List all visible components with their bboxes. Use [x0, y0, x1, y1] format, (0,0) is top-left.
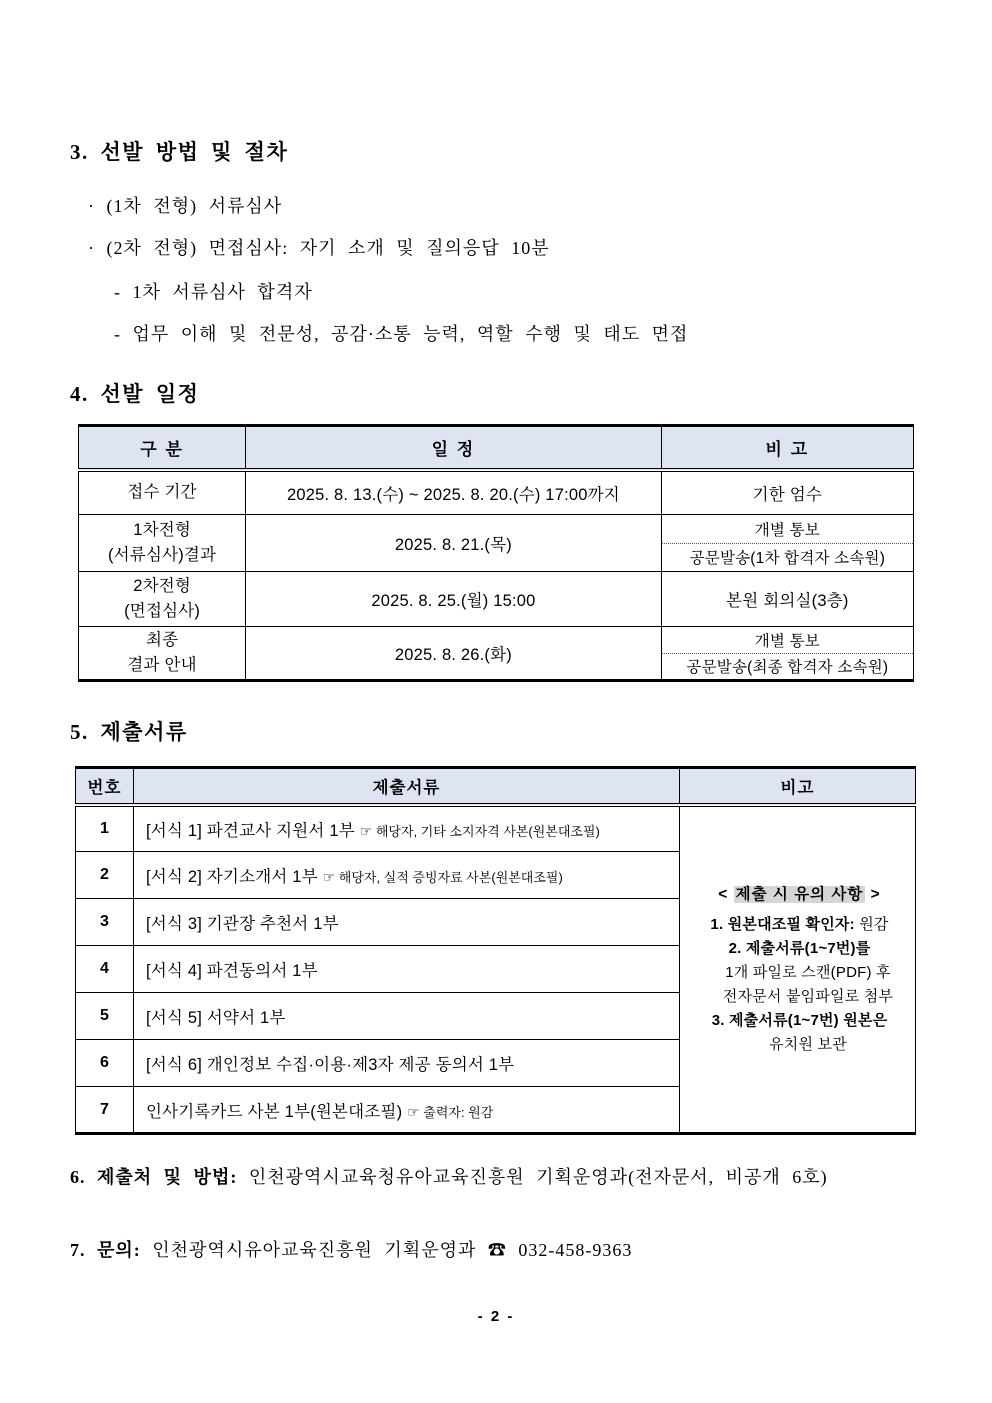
section-7-line [70, 1236, 632, 1262]
remark-heading-text: 제출 시 유의 사항 [735, 885, 864, 903]
section-6-label: 6. 제출처 및 방법: [70, 1167, 238, 1187]
bracket-close: > [870, 885, 881, 903]
remark-item-text: 원감 [859, 915, 889, 933]
document-text: 인사기록카드 사본 1부(원본대조필) [146, 1102, 403, 1121]
cell-document [134, 852, 680, 899]
cell-number: 4 [76, 946, 134, 993]
cell-date: 2025. 8. 26.(화) [246, 627, 661, 681]
remark-item-line: 유치원 보관 [769, 1035, 847, 1053]
documents-col-header-no: 번호 [76, 768, 134, 805]
method-subitem-1: - 1차 서류심사 합격자 [114, 282, 313, 302]
page-number: - 2 - [477, 1308, 515, 1325]
section-3-title: 3. 선발 방법 및 절차 [70, 140, 289, 164]
bracket-open: < [718, 885, 729, 903]
category-line: 접수 기간 [127, 483, 197, 502]
section-4-title: 4. 선발 일정 [70, 382, 200, 406]
cell-number: 6 [76, 1040, 134, 1087]
cell-date: 2025. 8. 13.(수) ~ 2025. 8. 20.(수) 17:00까지 [246, 470, 661, 515]
remark-item-line: 전자문서 붙임파일로 첨부 [722, 987, 894, 1005]
document-text: [서식 1] 파견교사 지원서 1부 [146, 821, 355, 840]
document-subnote: 해당자, 기타 소지자격 사본(원본대조필) [375, 823, 600, 839]
cell-number: 3 [76, 899, 134, 946]
cell-date: 2025. 8. 21.(목) [246, 515, 661, 572]
method-item-1: · (1차 전형) 서류심사 [88, 196, 283, 216]
cell-document [134, 1087, 680, 1134]
document-subnote: 해당자, 실적 증빙자료 사본(원본대조필) [338, 870, 563, 885]
cell-number: 5 [76, 993, 134, 1040]
category-line: 2차전형 [133, 577, 191, 596]
remark-item-number: 3. [711, 1011, 725, 1029]
category-line: 최종 [145, 631, 179, 650]
cell-document [134, 946, 680, 993]
category-line: (면접심사) [124, 602, 201, 620]
pointing-hand-icon: ☞ [407, 1103, 420, 1120]
cell-number: 2 [76, 852, 134, 899]
cell-note: 본원 회의실(3층) [661, 572, 913, 627]
documents-table [75, 766, 916, 1135]
remark-item [690, 913, 909, 937]
section-6-line [70, 1163, 828, 1189]
remark-item [690, 937, 909, 961]
note-top: 개별 통보 [662, 627, 913, 654]
cell-number: 1 [76, 805, 134, 852]
document-text: [서식 6] 개인정보 수집·이용·제3자 제공 동의서 1부 [146, 1056, 515, 1074]
cell-note [661, 515, 913, 572]
schedule-col-header-date: 일 정 [246, 426, 661, 470]
cell-document [134, 1040, 680, 1087]
remark-item-bold: 제출서류(1~7번)를 [745, 939, 871, 957]
table-row [79, 470, 914, 515]
section-6-text: 인천광역시교육청유아교육진흥원 기획운영과(전자문서, 비공개 6호) [248, 1167, 828, 1187]
remark-heading [690, 882, 909, 904]
remark-item-number: 2. [728, 939, 742, 957]
method-subitem-2: - 업무 이해 및 전문성, 공감·소통 능력, 역할 수행 및 태도 면접 [114, 324, 689, 344]
documents-col-header-doc: 제출서류 [134, 768, 680, 805]
category-line: 결과 안내 [127, 656, 197, 674]
document-text: [서식 4] 파견동의서 1부 [146, 962, 318, 980]
section-5-title: 5. 제출서류 [70, 720, 188, 744]
telephone-icon: ☎ [487, 1240, 507, 1260]
table-row [76, 805, 916, 852]
remark-item-bold: 원본대조필 확인자: [727, 915, 855, 933]
table-row [79, 515, 914, 572]
schedule-table [78, 424, 914, 682]
cell-note [661, 627, 913, 681]
document-subnote: 출력자: 원감 [423, 1104, 494, 1120]
note-bottom: 공문발송(최종 합격자 소속원) [686, 659, 889, 677]
cell-document [134, 993, 680, 1040]
remark-item-number: 1. [710, 915, 724, 933]
schedule-header-row [79, 426, 914, 470]
method-item-2: · (2차 전형) 면접심사: 자기 소개 및 질의응답 10분 [88, 238, 550, 258]
table-row [79, 572, 914, 627]
table-row [79, 627, 914, 681]
remark-item-line: 1개 파일로 스캔(PDF) 후 [725, 963, 891, 981]
cell-document [134, 899, 680, 946]
cell-note: 기한 엄수 [661, 470, 913, 515]
pointing-hand-icon: ☞ [359, 822, 373, 839]
schedule-col-header-note: 비 고 [661, 426, 913, 470]
category-line: 1차전형 [133, 521, 191, 540]
note-bottom: 공문발송(1차 합격자 소속원) [689, 550, 886, 568]
cell-remarks [680, 805, 916, 1134]
document-text: [서식 3] 기관장 추천서 1부 [146, 915, 339, 933]
schedule-col-header-category: 구 분 [79, 426, 246, 470]
category-line: (서류심사)결과 [107, 546, 217, 564]
note-top: 개별 통보 [662, 515, 913, 544]
cell-category [79, 470, 246, 515]
remark-item-bold: 제출서류(1~7번) 원본은 [728, 1011, 888, 1029]
section-7-label: 7. 문의: [70, 1240, 141, 1260]
remark-item [690, 1009, 909, 1033]
phone-number: 032-458-9363 [518, 1240, 633, 1260]
cell-date: 2025. 8. 25.(월) 15:00 [246, 572, 661, 627]
documents-header-row [76, 768, 916, 805]
documents-col-header-note: 비고 [680, 768, 916, 805]
cell-number: 7 [76, 1087, 134, 1134]
section-7-org: 인천광역시유아교육진흥원 기획운영과 [152, 1240, 477, 1260]
document-text: [서식 5] 서약서 1부 [146, 1009, 286, 1027]
cell-category [79, 572, 246, 627]
cell-document [134, 805, 680, 852]
cell-category [79, 627, 246, 681]
document-text: [서식 2] 자기소개서 1부 [146, 868, 318, 886]
cell-category [79, 515, 246, 572]
pointing-hand-icon: ☞ [322, 869, 336, 885]
